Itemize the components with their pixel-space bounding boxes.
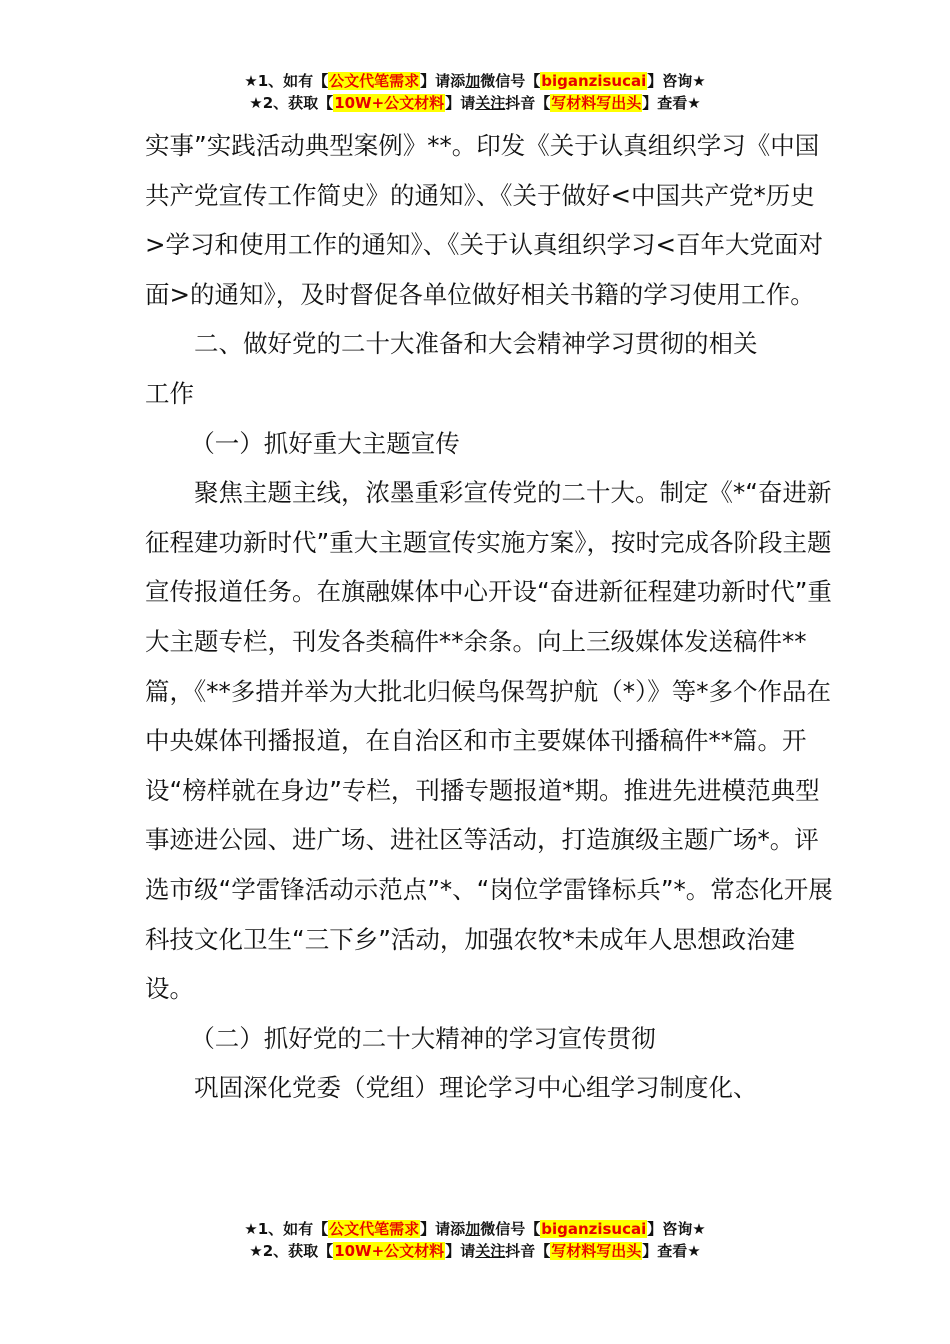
promo-highlight: biganzisucai bbox=[541, 1220, 647, 1238]
promo-line-1 bbox=[0, 70, 950, 92]
promo-highlight: 写材料写出头 bbox=[551, 94, 642, 112]
promo-highlight: 写材料写出头 bbox=[551, 1242, 642, 1260]
promo-highlight: 公文代笔需求 bbox=[329, 1220, 420, 1238]
section-heading bbox=[145, 319, 835, 418]
section-heading-line: 二、做好党的二十大准备和大会精神学习贯彻的相关 bbox=[194, 329, 758, 359]
document-body bbox=[145, 121, 835, 1113]
subsection-heading: （二）抓好党的二十大精神的学习宣传贯彻 bbox=[190, 1023, 656, 1053]
promo-text: ★2、获取【 bbox=[249, 1242, 334, 1260]
promo-underlined: 关注 bbox=[475, 94, 506, 112]
promo-highlight: 10W+公文材料 bbox=[334, 1242, 445, 1260]
promo-text: ★2、获取【 bbox=[249, 94, 334, 112]
promo-text: 】咨询★ bbox=[647, 1220, 706, 1238]
promo-text: ★1、如有【 bbox=[244, 72, 329, 90]
subsection-heading: （一）抓好重大主题宣传 bbox=[190, 428, 460, 458]
promo-text: 】请 bbox=[445, 1242, 476, 1260]
promo-underlined: 关注 bbox=[475, 1242, 506, 1260]
promo-text: 】请 bbox=[445, 94, 476, 112]
promo-text: 】查看★ bbox=[642, 1242, 701, 1260]
promo-highlight: biganzisucai bbox=[541, 72, 647, 90]
promo-text: 】请添 bbox=[420, 1220, 466, 1238]
promo-banner-top bbox=[0, 70, 950, 114]
promo-text: 抖音【 bbox=[505, 94, 551, 112]
promo-underlined: 加 bbox=[465, 1220, 481, 1238]
paragraph: 巩固深化党委（党组）理论学习中心组学习制度化、 bbox=[194, 1073, 758, 1103]
section-heading-line: 工作 bbox=[145, 378, 194, 408]
paragraph: 实事”实践活动典型案例》**。印发《关于认真组织学习《中国共产党宣传工作简史》的通知》、《关于做好<中国共产党*历史>学习和使用工作的通知》、《关于认真组织学习<百年大党面对面>的通知》，及时督促各单位做好相关书籍的学习使用工作。 bbox=[145, 131, 824, 309]
promo-text: 微信号【 bbox=[480, 72, 541, 90]
promo-highlight: 10W+公文材料 bbox=[334, 94, 445, 112]
promo-text: ★1、如有【 bbox=[244, 1220, 329, 1238]
promo-text: 微信号【 bbox=[480, 1220, 541, 1238]
promo-line-2 bbox=[0, 1240, 950, 1262]
promo-line-2 bbox=[0, 92, 950, 114]
promo-text: 】请添 bbox=[420, 72, 466, 90]
promo-line-1 bbox=[0, 1218, 950, 1240]
promo-highlight: 公文代笔需求 bbox=[329, 72, 420, 90]
promo-text: 】咨询★ bbox=[647, 72, 706, 90]
promo-text: 】查看★ bbox=[642, 94, 701, 112]
promo-banner-bottom bbox=[0, 1218, 950, 1262]
promo-text: 抖音【 bbox=[505, 1242, 551, 1260]
paragraph: 聚焦主题主线，浓墨重彩宣传党的二十大。制定《*“奋进新征程建功新时代”重大主题宣传实施方案》，按时完成各阶段主题宣传报道任务。在旗融媒体中心开设“奋进新征程建功新时代”重大主题专栏，刊发各类稿件**余条。向上三级媒体发送稿件**篇，《**多措并举为大批北归候鸟保驾护航（*）》等*多个作品在中央媒体刊播报道，在自治区和市主要媒体刊播稿件**篇。开设“榜样就在身边”专栏，刊播专题报道*期。推进先进模范典型事迹进公园、进广场、进社区等活动，打造旗级主题广场*。评选市级“学雷锋活动示范点”*、“岗位学雷锋标兵”*。常态化开展科技文化卫生“三下乡”活动，加强农牧*未成年人思想政治建设。 bbox=[145, 478, 833, 1004]
promo-underlined: 加 bbox=[465, 72, 481, 90]
